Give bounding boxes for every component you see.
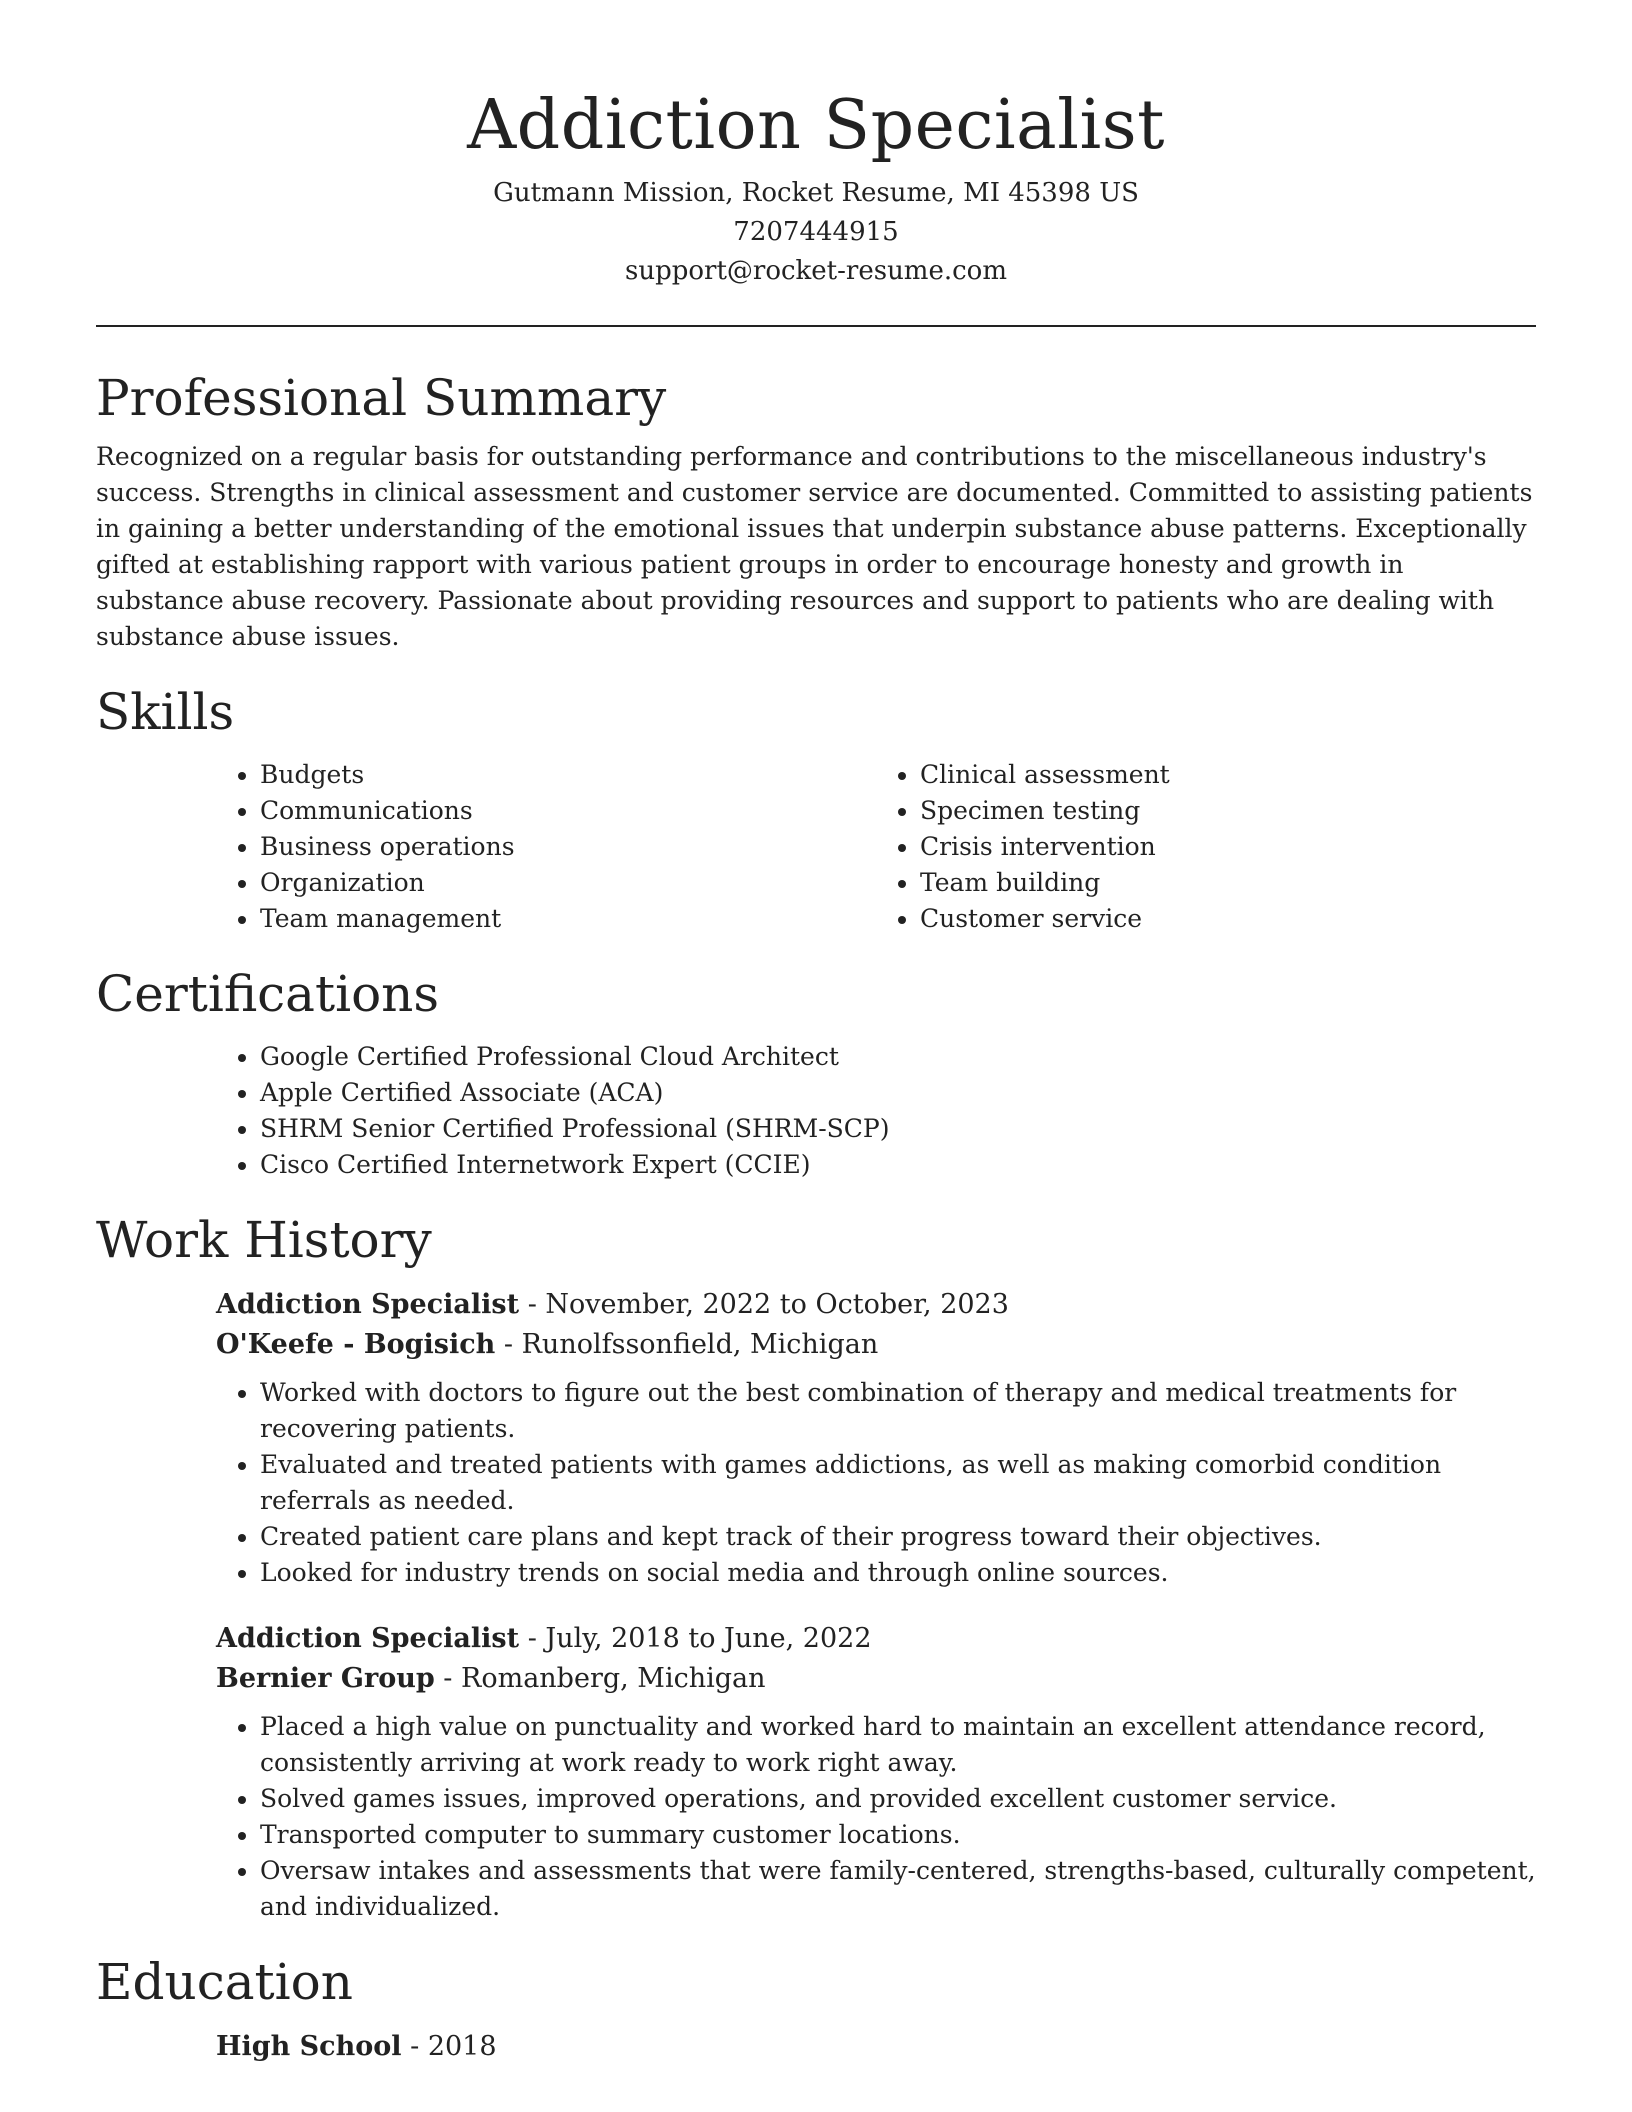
job-location: - Romanberg, Michigan: [434, 1663, 766, 1694]
certifications-section: [96, 963, 1536, 1183]
job-title: Addiction Specialist: [216, 1289, 520, 1320]
skill-item: • Team management: [260, 901, 876, 937]
skills-list-left: [216, 757, 876, 937]
skills-list-right: [876, 757, 1536, 937]
contact-phone: 7207444915: [733, 217, 899, 247]
skill-item: • Organization: [260, 865, 876, 901]
job-bullet: • Solved games issues, improved operations, and provided excellent customer service.: [260, 1781, 1536, 1817]
certification-item: • Apple Certified Associate (ACA): [260, 1075, 1536, 1111]
job-company-line: [216, 1659, 1536, 1699]
work-history-section: [96, 1209, 1536, 1925]
job-bullet: • Created patient care plans and kept track of their progress toward their objectives.: [260, 1519, 1536, 1555]
skills-columns: [216, 757, 1536, 937]
skill-item: • Budgets: [260, 757, 876, 793]
certifications-heading: Certifications: [96, 965, 440, 1023]
summary-heading: Professional Summary: [96, 369, 667, 427]
contact-address: Gutmann Mission, Rocket Resume, MI 45398 US: [493, 178, 1139, 208]
skill-item: • Team building: [920, 865, 1536, 901]
skills-section: [96, 681, 1536, 937]
job-company: Bernier Group: [216, 1663, 435, 1694]
skill-item: • Clinical assessment: [920, 757, 1536, 793]
job-bullet: • Worked with doctors to figure out the best combination of therapy and medical treatments for recovering patients.: [260, 1375, 1536, 1447]
job-dates: - July, 2018 to June, 2022: [519, 1623, 872, 1654]
certification-item: • Cisco Certified Internetwork Expert (CCIE): [260, 1147, 1536, 1183]
job-title-line: [216, 1619, 1536, 1659]
job-company-line: [216, 1325, 1536, 1365]
certifications-block: [216, 1039, 1536, 1183]
certification-item: • Google Certified Professional Cloud Architect: [260, 1039, 1536, 1075]
skill-item: • Specimen testing: [920, 793, 1536, 829]
work-history-heading: Work History: [96, 1211, 432, 1269]
certifications-list: [216, 1039, 1536, 1183]
skill-item: • Customer service: [920, 901, 1536, 937]
certification-item: • SHRM Senior Certified Professional (SHRM-SCP): [260, 1111, 1536, 1147]
skills-heading: Skills: [96, 683, 235, 741]
education-heading: Education: [96, 1953, 353, 2011]
job-bullets: [216, 1709, 1536, 1925]
job-company: O'Keefe - Bogisich: [216, 1329, 496, 1360]
job-bullet: • Oversaw intakes and assessments that were family-centered, strengths-based, culturally competent, and individualized.: [260, 1853, 1536, 1925]
summary-text: Recognized on a regular basis for outstanding performance and contributions to the miscellaneous industry's success. Strengths in clinical assessment and customer service are documented. Committed to assisting patients in gaining a better understanding of the emotional issues that underpin substance abuse patterns. Exceptionally gifted at establishing rapport with various patient groups in order to encourage honesty and growth in substance abuse recovery. Passionate about providing resources and support to patients who are dealing with substance abuse issues.: [96, 442, 1533, 651]
job-location: - Runolfssonfield, Michigan: [495, 1329, 879, 1360]
job-bullets: [216, 1375, 1536, 1591]
job-bullet: • Placed a high value on punctuality and worked hard to maintain an excellent attendance record, consistently arriving at work ready to work right away.: [260, 1709, 1536, 1781]
job-title-line: [216, 1285, 1536, 1325]
contact-email: support@rocket-resume.com: [624, 256, 1007, 286]
job-title: Addiction Specialist: [216, 1623, 520, 1654]
contact-block: [96, 174, 1536, 291]
job-entry: [216, 1619, 1536, 1925]
education-year: - 2018: [401, 2031, 497, 2062]
education-section: [96, 1951, 1536, 2067]
job-bullet: • Evaluated and treated patients with games addictions, as well as making comorbid condition referrals as needed.: [260, 1447, 1536, 1519]
resume-header: [96, 0, 1536, 291]
job-bullet: • Looked for industry trends on social media and through online sources.: [260, 1555, 1536, 1591]
job-dates: - November, 2022 to October, 2023: [519, 1289, 1009, 1320]
skill-item: • Communications: [260, 793, 876, 829]
summary-section: [96, 367, 1536, 655]
header-divider: [96, 325, 1536, 327]
resume-title: Addiction Specialist: [467, 86, 1165, 165]
skill-item: • Crisis intervention: [920, 829, 1536, 865]
job-bullet: • Transported computer to summary customer locations.: [260, 1817, 1536, 1853]
resume-page: [96, 0, 1536, 2067]
education-degree: High School: [216, 2031, 402, 2062]
job-entry: [216, 1285, 1536, 1591]
education-entry: [216, 2027, 1536, 2067]
skill-item: • Business operations: [260, 829, 876, 865]
